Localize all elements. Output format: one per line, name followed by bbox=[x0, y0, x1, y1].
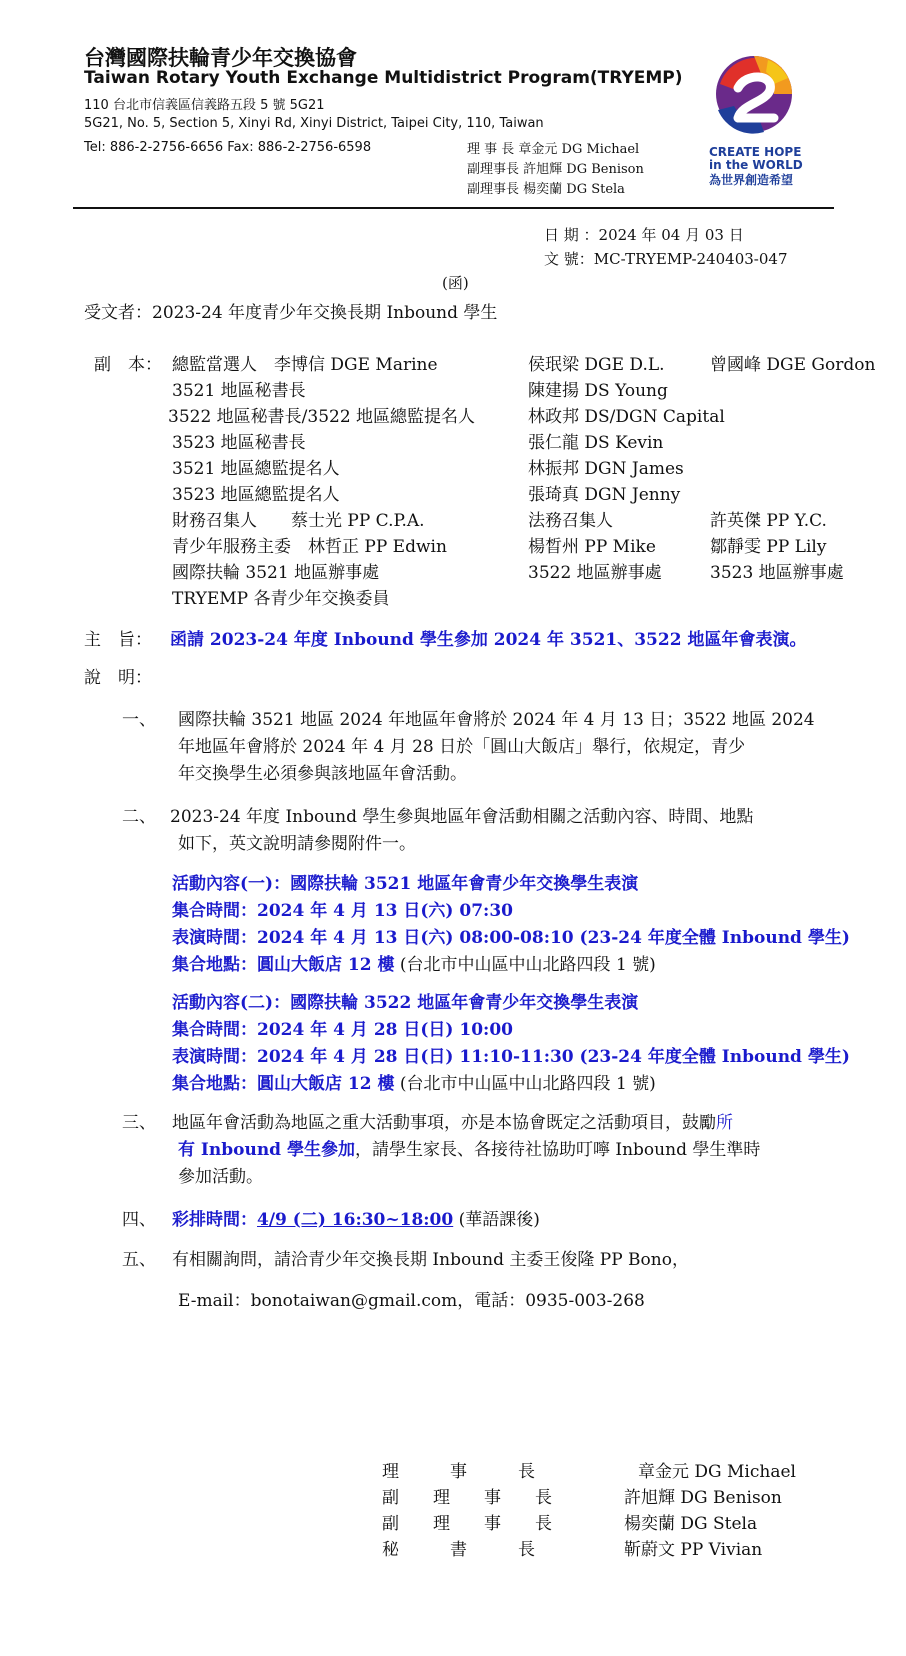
event-2-gather: 集合時間：2024 年 4 月 28 日(日) 10:00 bbox=[172, 1020, 513, 1040]
rotary-logo-icon bbox=[708, 50, 796, 136]
cc-col3-item: 3523 地區辦事處 bbox=[710, 563, 844, 583]
item-3-line-3: 參加活動。 bbox=[178, 1167, 263, 1187]
cc-col1-item: 3521 地區秘書長 bbox=[172, 381, 306, 401]
contact-line-1: 有相關詢問，請洽青少年交換長期 Inbound 主委王俊隆 PP Bono， bbox=[172, 1250, 689, 1270]
item-1-line: 年地區年會將於 2024 年 4 月 28 日於「圓山大飯店」舉行，依規定，青少 bbox=[178, 737, 746, 757]
rehearsal-time: 4/9 (二) 16:30~18:00 bbox=[257, 1210, 454, 1230]
item-3-highlight: 所 bbox=[716, 1113, 733, 1133]
recipient: 受文者：2023-24 年度青少年交換長期 Inbound 學生 bbox=[84, 303, 498, 323]
explain-label: 說 明： bbox=[84, 668, 152, 688]
officer-vp-2: 副理事長 楊奕蘭 DG Stela bbox=[467, 182, 625, 197]
signature-title: 副 理 事 長 bbox=[382, 1488, 552, 1508]
cc-col1-item: 總監當選人 李博信 DGE Marine bbox=[172, 355, 438, 375]
event-1-gather: 集合時間：2024 年 4 月 13 日(六) 07:30 bbox=[172, 901, 513, 921]
org-name-zh: 台灣國際扶輪青少年交換協會 bbox=[84, 46, 357, 70]
cc-col2-item: 林振邦 DGN James bbox=[528, 459, 684, 479]
slogan-line-1: CREATE HOPE bbox=[709, 145, 802, 159]
cc-col1-item: 3522 地區秘書長/3522 地區總監提名人 bbox=[168, 407, 476, 427]
item-3-line-1 bbox=[172, 1108, 733, 1133]
signature-title: 秘 書 長 bbox=[382, 1540, 535, 1560]
signature-title: 理 事 長 bbox=[382, 1462, 535, 1482]
cc-col2-item: 楊晳州 PP Mike bbox=[528, 537, 656, 557]
event-1-place: 集合地點：圓山大飯店 12 樓 bbox=[172, 955, 395, 975]
signature-name: 靳蔚文 PP Vivian bbox=[624, 1540, 763, 1560]
cc-col2-item: 陳建揚 DS Young bbox=[528, 381, 668, 401]
cc-col2-item: 林政邦 DS/DGN Capital bbox=[528, 407, 725, 427]
item-number: 三、 bbox=[122, 1113, 156, 1133]
tel-fax: Tel: 886-2-2756-6656 Fax: 886-2-2756-6598 bbox=[84, 140, 372, 155]
item-number: 一、 bbox=[122, 710, 156, 730]
item-number: 四、 bbox=[122, 1210, 156, 1230]
cc-col2-item: 3522 地區辦事處 bbox=[528, 563, 662, 583]
cc-col2-item: 張仁龍 DS Kevin bbox=[528, 433, 664, 453]
cc-label: 副 本： bbox=[94, 355, 162, 375]
event-2-place-note: (台北市中山區中山北路四段 1 號) bbox=[394, 1074, 656, 1094]
address-zh: 110 台北市信義區信義路五段 5 號 5G21 bbox=[84, 98, 325, 113]
header-divider bbox=[73, 207, 834, 209]
item-3-text: 地區年會活動為地區之重大活動事項，亦是本協會既定之活動項目，鼓勵 bbox=[172, 1113, 716, 1133]
slogan-line-3: 為世界創造希望 bbox=[709, 173, 794, 187]
event-2-perform: 表演時間：2024 年 4 月 28 日(日) 11:10-11:30 (23-24 年度全體 Inbound 學生) bbox=[172, 1047, 850, 1067]
signature-name: 許旭輝 DG Benison bbox=[624, 1488, 782, 1508]
item-3-highlight: 有 Inbound 學生參加 bbox=[178, 1140, 355, 1160]
event-1-place-note: (台北市中山區中山北路四段 1 號) bbox=[394, 955, 656, 975]
slogan-line-2: in the WORLD bbox=[709, 158, 803, 172]
letter-type: (函) bbox=[442, 274, 469, 292]
org-name-en: Taiwan Rotary Youth Exchange Multidistrict Program(TRYEMP) bbox=[84, 68, 683, 88]
doc-date: 日 期 ：2024 年 04 月 03 日 bbox=[544, 226, 744, 244]
event-2-title: 活動內容(二)：國際扶輪 3522 地區年會青少年交換學生表演 bbox=[172, 993, 639, 1013]
officer-vp-1: 副理事長 許旭輝 DG Benison bbox=[467, 162, 644, 177]
event-1-place-row bbox=[172, 950, 656, 975]
item-3-text: ，請學生家長、各接待社協助叮嚀 Inbound 學生準時 bbox=[354, 1140, 761, 1160]
cc-col2-item: 張琦真 DGN Jenny bbox=[528, 485, 681, 505]
cc-col1-item: 國際扶輪 3521 地區辦事處 bbox=[172, 563, 380, 583]
officer-president: 理 事 長 章金元 DG Michael bbox=[467, 142, 640, 157]
item-number: 二、 bbox=[122, 807, 156, 827]
event-2-place: 集合地點：圓山大飯店 12 樓 bbox=[172, 1074, 395, 1094]
rehearsal-line bbox=[172, 1205, 540, 1230]
event-1-title: 活動內容(一)：國際扶輪 3521 地區年會青少年交換學生表演 bbox=[172, 874, 639, 894]
cc-col3-item: 曾國峰 DGE Gordon bbox=[710, 355, 876, 375]
item-2-line: 如下，英文說明請參閱附件一。 bbox=[178, 834, 416, 854]
signature-title: 副 理 事 長 bbox=[382, 1514, 552, 1534]
rehearsal-note: (華語課後) bbox=[453, 1210, 540, 1230]
subject-label: 主 旨： bbox=[84, 630, 152, 650]
cc-col3-item: 鄒靜雯 PP Lily bbox=[710, 537, 827, 557]
event-1-perform: 表演時間：2024 年 4 月 13 日(六) 08:00-08:10 (23-24 年度全體 Inbound 學生) bbox=[172, 928, 850, 948]
cc-col3-item: 許英傑 PP Y.C. bbox=[710, 511, 827, 531]
rehearsal-label: 彩排時間： bbox=[172, 1210, 257, 1230]
address-en: 5G21, No. 5, Section 5, Xinyi Rd, Xinyi District, Taipei City, 110, Taiwan bbox=[84, 116, 544, 131]
item-number: 五、 bbox=[122, 1250, 156, 1270]
item-3-line-2 bbox=[178, 1135, 760, 1160]
event-2-place-row bbox=[172, 1069, 656, 1094]
item-1-line: 年交換學生必須參與該地區年會活動。 bbox=[178, 764, 467, 784]
cc-col1-item: 3523 地區總監提名人 bbox=[172, 485, 340, 505]
contact-line-2: E-mail：bonotaiwan@gmail.com，電話：0935-003-268 bbox=[178, 1291, 645, 1311]
subject-text: 函請 2023-24 年度 Inbound 學生參加 2024 年 3521、3522 地區年會表演。 bbox=[170, 630, 807, 650]
cc-col2-item: 侯珉梁 DGE D.L. bbox=[528, 355, 665, 375]
cc-col1-item: 財務召集人 蔡士光 PP C.P.A. bbox=[172, 511, 425, 531]
cc-col1-item: 3523 地區秘書長 bbox=[172, 433, 306, 453]
cc-col2-item: 法務召集人 bbox=[528, 511, 613, 531]
cc-col1-item: 3521 地區總監提名人 bbox=[172, 459, 340, 479]
signature-name: 章金元 DG Michael bbox=[638, 1462, 796, 1482]
cc-col1-item: TRYEMP 各青少年交換委員 bbox=[172, 589, 390, 609]
item-1-line: 國際扶輪 3521 地區 2024 年地區年會將於 2024 年 4 月 13 日；3522 地區 2024 bbox=[178, 710, 815, 730]
doc-number: 文 號：MC-TRYEMP-240403-047 bbox=[544, 250, 788, 268]
item-2-line: 2023-24 年度 Inbound 學生參與地區年會活動相關之活動內容、時間、地點 bbox=[170, 807, 754, 827]
cc-col1-item: 青少年服務主委 林哲正 PP Edwin bbox=[172, 537, 447, 557]
signature-name: 楊奕蘭 DG Stela bbox=[624, 1514, 758, 1534]
